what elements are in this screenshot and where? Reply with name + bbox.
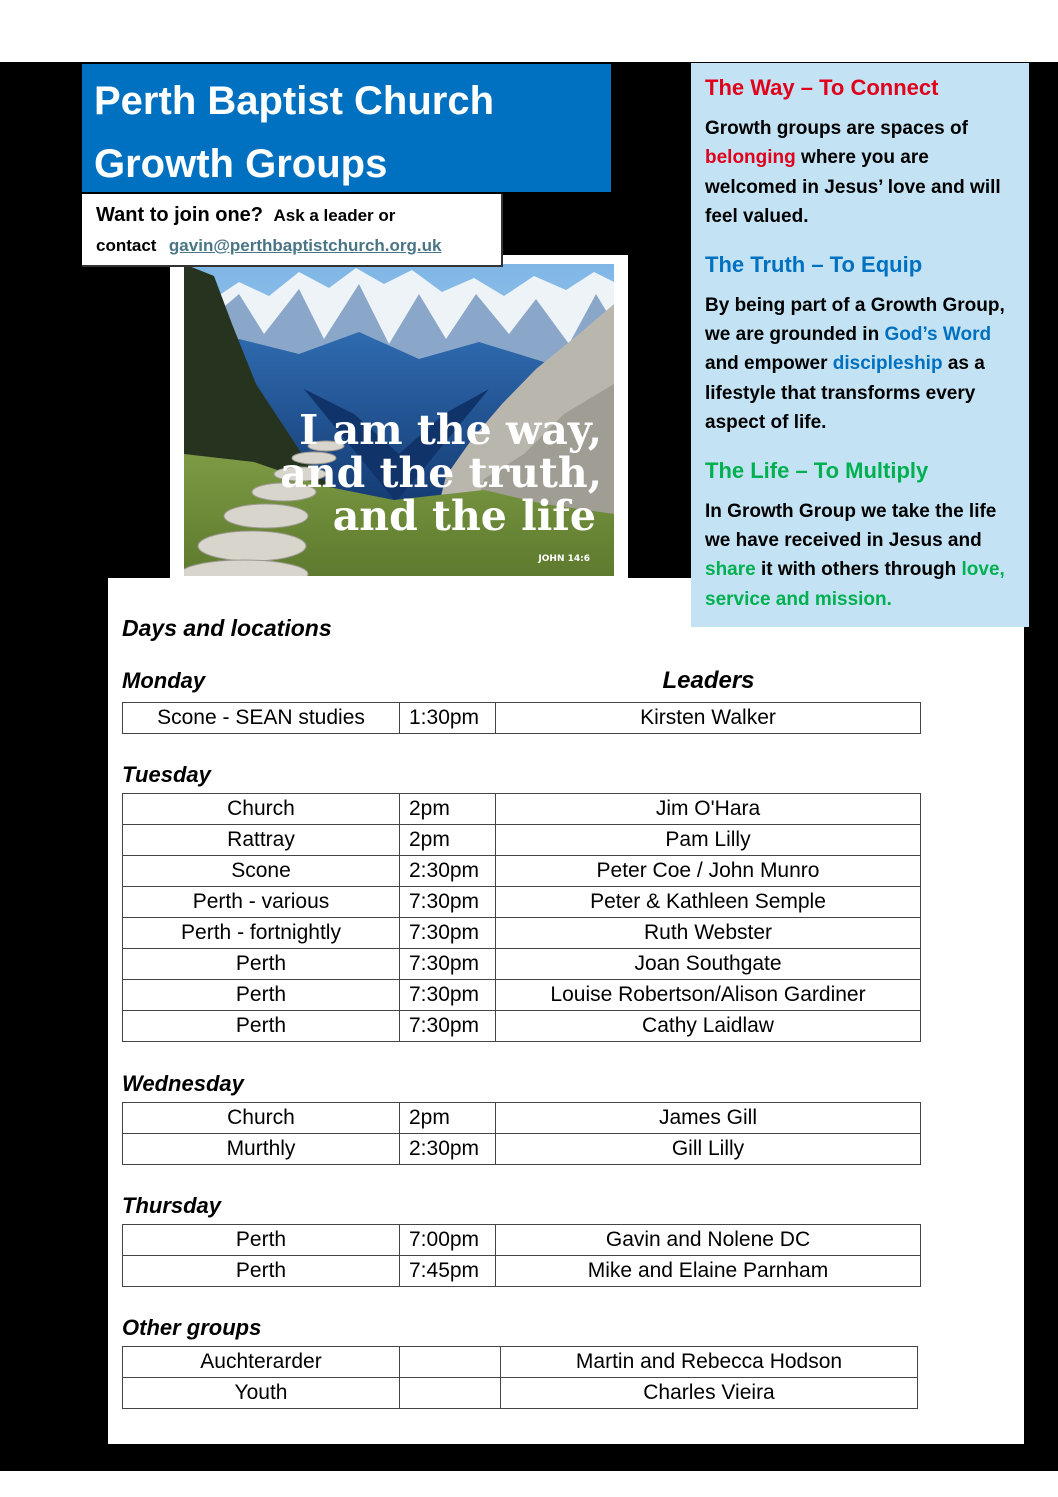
monday-table [122,702,921,734]
time-cell: 2:30pm [400,856,496,887]
time-cell: 7:30pm [400,887,496,918]
table-row [123,1256,921,1287]
scripture-reference: JOHN 14:6 [538,554,590,564]
table-row [123,1103,921,1134]
table-row [123,887,921,918]
tuesday-table [122,793,921,1042]
quote-line-1: I am the way, [299,406,602,454]
highlight-belonging: belonging [705,147,796,169]
table-row [123,794,921,825]
body-text: where you are welcomed in Jesus’ love and will feel valued. [705,147,1001,228]
location-cell: Rattray [123,825,400,856]
values-sidebar [691,63,1029,627]
table-row [123,703,921,734]
section-body-life [705,497,1017,615]
time-cell [400,1378,501,1409]
table-row [123,1134,921,1165]
leaders-column-header: Leaders [662,667,755,694]
highlight-love-service-mission: love, service and mission. [705,559,1005,610]
time-cell: 7:30pm [400,949,496,980]
contact-box [82,194,503,267]
time-cell: 1:30pm [400,703,496,734]
location-cell: Perth [123,1011,400,1042]
highlight-discipleship: discipleship [832,353,943,375]
wednesday-table [122,1102,921,1165]
location-cell: Auchterarder [123,1347,400,1378]
section-heading-way: The Way – To Connect [705,75,939,100]
time-cell: 7:45pm [400,1256,496,1287]
time-cell: 2pm [400,825,496,856]
table-row [123,1347,918,1378]
schedule-title: Days and locations [122,615,332,641]
table-row [123,825,921,856]
leaders-cell: Ruth Webster [496,918,921,949]
time-cell: 2pm [400,1103,496,1134]
table-row [123,1225,921,1256]
section-the-truth [705,250,1021,438]
quote-line-3: and the life [332,492,596,540]
location-cell: Church [123,794,400,825]
leaders-cell: Mike and Elaine Parnham [496,1256,921,1287]
body-text: In Growth Group we take the life we have received in Jesus and [705,500,997,552]
location-cell: Church [123,1103,400,1134]
join-prompt: Ask a leader or [273,206,396,225]
body-text: as a lifestyle that transforms every aspect of life. [705,353,985,434]
leaders-cell: Pam Lilly [496,825,921,856]
highlight-gods-word: God’s Word [884,324,992,346]
section-heading-truth: The Truth – To Equip [705,251,923,277]
leaders-cell: James Gill [496,1103,921,1134]
location-cell: Perth [123,1256,400,1287]
location-cell: Perth - fortnightly [123,918,400,949]
section-the-life [705,456,1021,615]
leaders-cell: Kirsten Walker [496,703,921,734]
body-text: it with others through [755,559,962,581]
location-cell: Murthly [123,1134,400,1165]
table-row [123,1011,921,1042]
section-body-way [705,114,1017,232]
leaders-cell: Peter & Kathleen Semple [496,887,921,918]
location-cell: Scone - SEAN studies [123,703,400,734]
thursday-table [122,1224,921,1287]
table-row [123,918,921,949]
location-cell: Perth [123,1225,400,1256]
contact-email-link[interactable]: gavin@perthbaptistchurch.org.uk [168,236,442,255]
leaders-cell: Gavin and Nolene DC [496,1225,921,1256]
other-groups-table [122,1346,918,1409]
day-heading-wednesday: Wednesday [122,1071,244,1096]
contact-label: contact [96,236,157,255]
time-cell [400,1347,501,1378]
leaders-cell: Louise Robertson/Alison Gardiner [496,980,921,1011]
leaders-cell: Martin and Rebecca Hodson [501,1347,918,1378]
time-cell: 7:30pm [400,980,496,1011]
day-heading-other-groups: Other groups [122,1315,262,1340]
location-cell: Perth [123,949,400,980]
mountain-path-image [184,264,614,576]
highlight-share: share [705,559,756,581]
leaders-cell: Cathy Laidlaw [496,1011,921,1042]
page-title-line-1: Perth Baptist Church [94,79,495,123]
location-cell: Perth [123,980,400,1011]
quote-line-2: and the truth, [280,449,602,497]
day-heading-tuesday: Tuesday [122,762,211,787]
time-cell: 7:30pm [400,918,496,949]
table-row [123,980,921,1011]
time-cell: 7:00pm [400,1225,496,1256]
time-cell: 2pm [400,794,496,825]
table-row [123,1378,918,1409]
join-question: Want to join one? [96,204,264,226]
day-heading-monday: Monday [122,668,206,693]
page-title-line-2: Growth Groups [94,142,388,186]
leaders-cell: Peter Coe / John Munro [496,856,921,887]
leaders-cell: Gill Lilly [496,1134,921,1165]
section-the-way [705,73,1021,232]
location-cell: Youth [123,1378,400,1409]
location-cell: Perth - various [123,887,400,918]
section-body-truth [705,291,1017,438]
body-text: By being part of a Growth Group, we are grounded in [705,294,1005,346]
day-heading-thursday: Thursday [122,1193,222,1218]
scripture-photo [184,264,614,576]
time-cell: 2:30pm [400,1134,496,1165]
location-cell: Scone [123,856,400,887]
table-row [123,856,921,887]
leaders-cell: Charles Vieira [501,1378,918,1409]
leaders-cell: Joan Southgate [496,949,921,980]
table-row [123,949,921,980]
leaders-cell: Jim O'Hara [496,794,921,825]
time-cell: 7:30pm [400,1011,496,1042]
body-text: and empower [705,353,833,375]
section-heading-life: The Life – To Multiply [705,457,929,483]
body-text: Growth groups are spaces of [705,118,968,139]
title-banner [82,64,611,192]
